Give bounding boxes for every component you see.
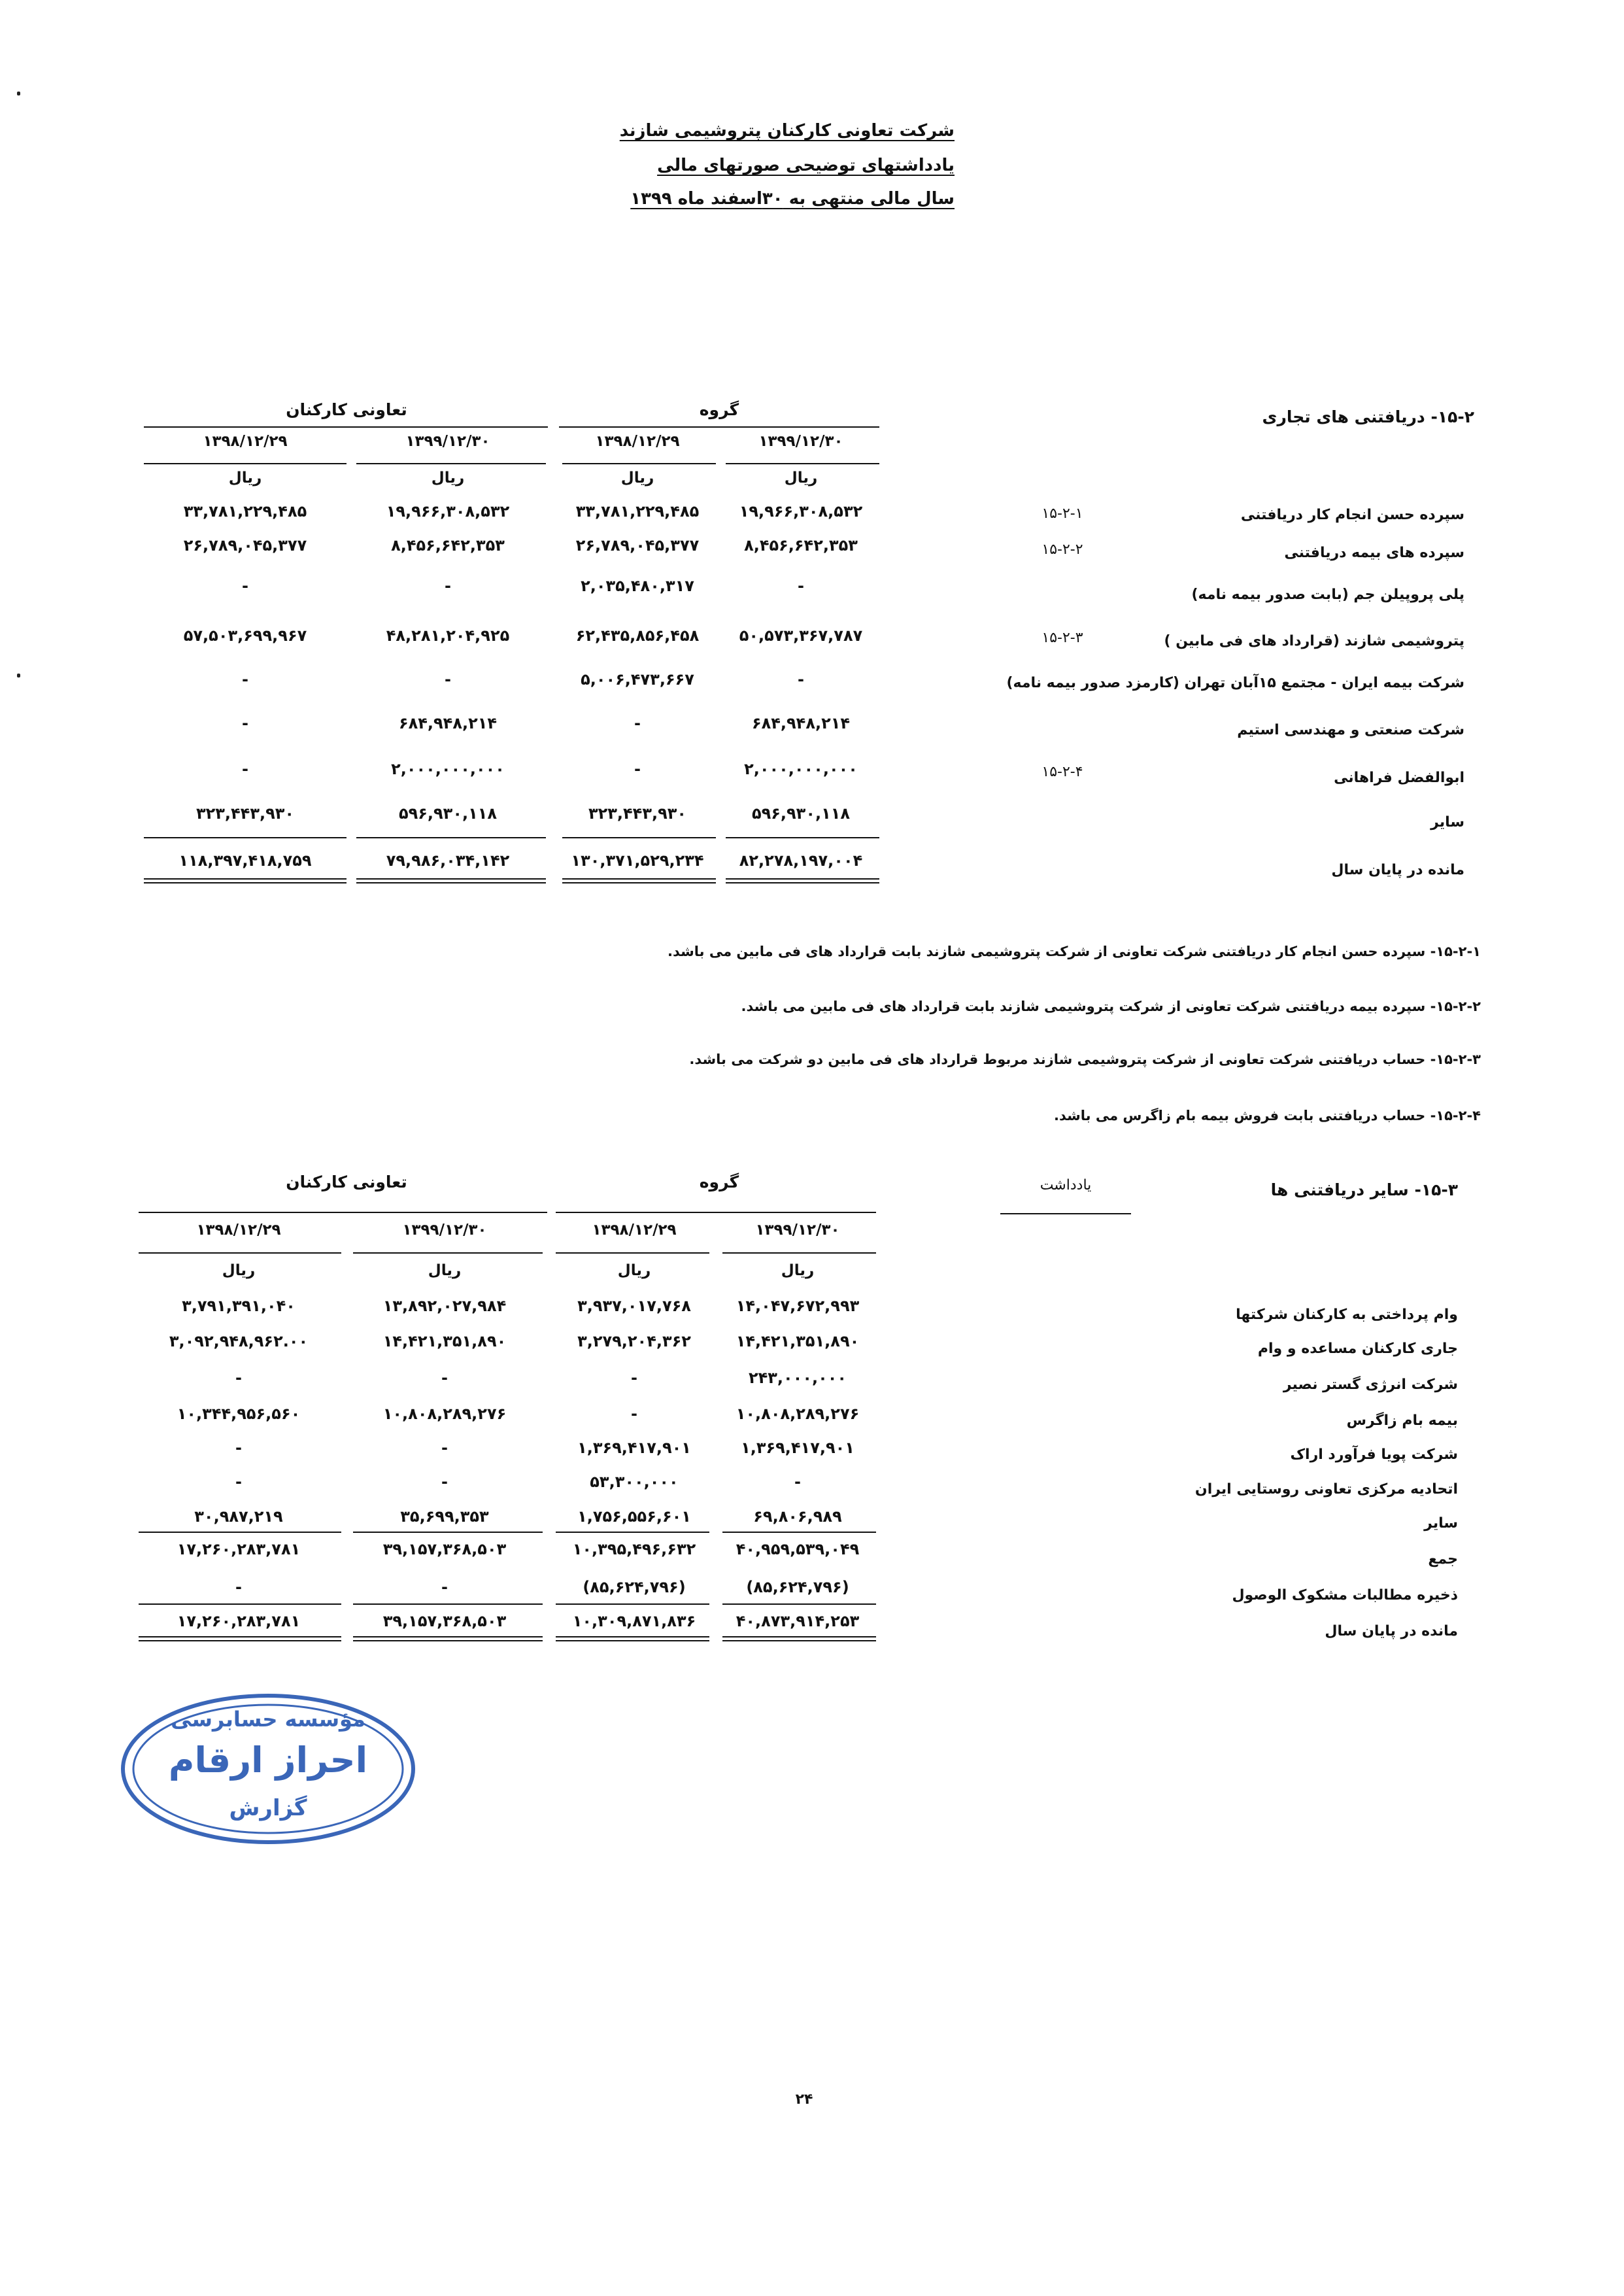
document-subtitle: یادداشتهای توضیحی صورتهای مالی xyxy=(657,156,955,175)
stamp-bottom-text: گزارش xyxy=(229,1795,307,1821)
value-cell: ۳,۹۳۷,۰۱۷,۷۶۸ xyxy=(577,1297,691,1315)
date-header: ۱۳۹۸/۱۲/۲۹ xyxy=(592,1222,677,1239)
value-cell: - xyxy=(445,577,451,595)
date-header-rule xyxy=(144,463,347,464)
value-cell: - xyxy=(242,670,248,689)
row-label: بیمه بام زاگرس xyxy=(1346,1413,1458,1429)
total-label: مانده در پایان سال xyxy=(1325,1623,1458,1639)
total-cell: ۱۷,۲۶۰,۲۸۳,۷۸۱ xyxy=(177,1612,301,1630)
date-header: ۱۳۹۸/۱۲/۲۹ xyxy=(196,1222,281,1239)
margin-mark xyxy=(17,674,20,677)
coop-header-rule xyxy=(139,1212,547,1213)
value-cell: ۱,۳۶۹,۴۱۷,۹۰۱ xyxy=(741,1439,854,1457)
row-label: شرکت بیمه ایران - مجتمع ۱۵آبان تهران (کارمزد صدور بیمه نامه) xyxy=(1006,675,1464,691)
footnote: ۱۵-۲-۲- سپرده بیمه دریافتنی شرکت تعاونی از شرکت پتروشیمی شازند بابت قرارداد های فی مابین می باشد. xyxy=(741,999,1481,1014)
value-cell: - xyxy=(445,670,451,689)
subtotal-cell: ۱۷,۲۶۰,۲۸۳,۷۸۱ xyxy=(177,1540,301,1558)
value-cell: ۶۸۴,۹۴۸,۲۱۴ xyxy=(751,714,851,732)
stamp-top-text: مؤسسه حسابرسی xyxy=(171,1707,365,1732)
value-cell: ۳۲۳,۴۴۳,۹۳۰ xyxy=(588,804,687,823)
value-cell: - xyxy=(242,760,248,778)
total-top-rule xyxy=(353,1603,543,1605)
value-cell: ۳۳,۷۸۱,۲۲۹,۴۸۵ xyxy=(575,502,700,521)
row-label: پتروشیمی شازند (قرارداد های فی مابین ) xyxy=(1164,633,1464,649)
row-label: اتحادیه مرکزی تعاونی روستایی ایران xyxy=(1194,1481,1458,1498)
total-double-rule xyxy=(556,1636,709,1641)
value-cell: ۸,۴۵۶,۶۴۲,۳۵۳ xyxy=(391,536,505,555)
value-cell: ۳,۷۹۱,۳۹۱,۰۴۰ xyxy=(182,1297,296,1315)
value-cell: ۲,۰۰۰,۰۰۰,۰۰۰ xyxy=(391,760,505,778)
margin-mark xyxy=(17,92,20,95)
subtotal-cell: ۴۰,۹۵۹,۵۳۹,۰۴۹ xyxy=(736,1540,860,1558)
unit-label: ریال xyxy=(431,470,465,487)
date-header: ۱۳۹۹/۱۲/۳۰ xyxy=(755,1222,840,1239)
value-cell: ۱,۷۵۶,۵۵۶,۶۰۱ xyxy=(577,1507,691,1526)
stamp-middle-text: احراز ارقام xyxy=(168,1739,368,1781)
value-cell: ۲,۰۰۰,۰۰۰,۰۰۰ xyxy=(744,760,858,778)
value-cell: - xyxy=(441,1439,448,1457)
row-label: سایر xyxy=(1424,1515,1458,1532)
value-cell: ۱۰,۸۰۸,۲۸۹,۲۷۶ xyxy=(382,1405,507,1423)
date-header-rule xyxy=(562,463,716,464)
company-title: شرکت تعاونی کارکنان پتروشیمی شازند xyxy=(619,121,955,141)
total-top-rule xyxy=(562,837,716,838)
value-cell: ۶۹,۸۰۶,۹۸۹ xyxy=(753,1507,842,1526)
date-header: ۱۳۹۸/۱۲/۲۹ xyxy=(595,433,680,450)
value-cell: ۳۳,۷۸۱,۲۲۹,۴۸۵ xyxy=(183,502,307,521)
total-top-rule xyxy=(556,1603,709,1605)
date-header-rule xyxy=(726,463,879,464)
total-cell: ۷۹,۹۸۶,۰۳۴,۱۴۲ xyxy=(386,851,510,870)
total-top-rule xyxy=(722,1603,876,1605)
value-cell: ۱,۳۶۹,۴۱۷,۹۰۱ xyxy=(577,1439,691,1457)
total-cell: ۸۲,۲۷۸,۱۹۷,۰۰۴ xyxy=(739,851,863,870)
value-cell: - xyxy=(242,714,248,732)
value-cell: ۱۳,۸۹۲,۰۲۷,۹۸۴ xyxy=(382,1297,507,1315)
date-header-rule xyxy=(556,1252,709,1254)
date-header-rule xyxy=(139,1252,341,1254)
value-cell: - xyxy=(794,1473,801,1491)
value-cell: ۳۵,۶۹۹,۳۵۳ xyxy=(400,1507,489,1526)
value-cell: ۱۹,۹۶۶,۳۰۸,۵۳۲ xyxy=(386,502,510,521)
date-header: ۱۳۹۹/۱۲/۳۰ xyxy=(405,433,490,450)
total-cell: ۱۰,۳۰۹,۸۷۱,۸۳۶ xyxy=(572,1612,696,1630)
unit-label: ریال xyxy=(617,1262,651,1279)
subtotal-label: جمع xyxy=(1428,1551,1458,1568)
value-cell: - xyxy=(631,1369,637,1387)
allowance-cell: - xyxy=(235,1578,242,1596)
date-header-rule xyxy=(353,1252,543,1254)
row-label: شرکت انرژی گستر نصیر xyxy=(1283,1377,1458,1393)
row-label: سپرده حسن انجام کار دریافتنی xyxy=(1240,507,1464,523)
note-header-rule xyxy=(1000,1213,1131,1214)
total-double-rule xyxy=(722,1636,876,1641)
page-number: ۲۴ xyxy=(795,2091,813,2108)
value-cell: ۱۰,۳۴۴,۹۵۶,۵۶۰ xyxy=(177,1405,301,1423)
audit-stamp xyxy=(118,1690,418,1847)
subtotal-rule xyxy=(722,1532,876,1533)
value-cell: ۵۷,۵۰۳,۶۹۹,۹۶۷ xyxy=(183,626,307,645)
value-cell: - xyxy=(798,670,804,689)
allowance-cell: (۸۵,۶۲۴,۷۹۶) xyxy=(583,1578,686,1596)
value-cell: ۲,۰۳۵,۴۸۰,۳۱۷ xyxy=(581,577,694,595)
date-header-rule xyxy=(722,1252,876,1254)
total-cell: ۱۳۰,۳۷۱,۵۲۹,۲۳۴ xyxy=(571,851,704,870)
total-double-rule xyxy=(353,1636,543,1641)
unit-label: ریال xyxy=(781,1262,815,1279)
value-cell: - xyxy=(634,760,641,778)
date-header-rule xyxy=(356,463,546,464)
unit-label: ریال xyxy=(620,470,654,487)
value-cell: ۵,۰۰۶,۴۷۳,۶۶۷ xyxy=(581,670,694,689)
value-cell: ۲۶,۷۸۹,۰۴۵,۳۷۷ xyxy=(183,536,307,555)
value-cell: - xyxy=(242,577,248,595)
value-cell: - xyxy=(235,1439,242,1457)
total-double-rule xyxy=(144,878,347,883)
value-cell: ۳,۲۷۹,۲۰۴,۳۶۲ xyxy=(577,1332,691,1350)
value-cell: ۵۹۶,۹۳۰,۱۱۸ xyxy=(398,804,498,823)
subtotal-cell: ۳۹,۱۵۷,۳۶۸,۵۰۳ xyxy=(382,1540,507,1558)
subtotal-rule xyxy=(556,1532,709,1533)
value-cell: ۸,۴۵۶,۶۴۲,۳۵۳ xyxy=(744,536,858,555)
row-label: پلی پروپیلن جم (بابت صدور بیمه نامه) xyxy=(1191,587,1464,603)
group-header-rule xyxy=(559,426,879,428)
total-double-rule xyxy=(139,1636,341,1641)
unit-label: ریال xyxy=(228,470,262,487)
total-top-rule xyxy=(139,1603,341,1605)
value-cell: ۱۹,۹۶۶,۳۰۸,۵۳۲ xyxy=(739,502,863,521)
value-cell: ۳۰,۹۸۷,۲۱۹ xyxy=(194,1507,283,1526)
total-top-rule xyxy=(144,837,347,838)
value-cell: ۱۴,۰۴۷,۶۷۲,۹۹۳ xyxy=(736,1297,860,1315)
unit-label: ریال xyxy=(428,1262,462,1279)
subtotal-rule xyxy=(139,1532,341,1533)
total-cell: ۳۹,۱۵۷,۳۶۸,۵۰۳ xyxy=(382,1612,507,1630)
group-column-header: گروه xyxy=(699,1173,739,1191)
value-cell: ۲۶,۷۸۹,۰۴۵,۳۷۷ xyxy=(575,536,700,555)
value-cell: ۶۲,۴۳۵,۸۵۶,۴۵۸ xyxy=(575,626,700,645)
date-header: ۱۳۹۹/۱۲/۳۰ xyxy=(402,1222,487,1239)
value-cell: ۱۴,۴۲۱,۳۵۱,۸۹۰ xyxy=(382,1332,507,1350)
value-cell: - xyxy=(235,1473,242,1491)
coop-column-header: تعاونی کارکنان xyxy=(286,1173,407,1191)
value-cell: ۵۰,۵۷۳,۳۶۷,۷۸۷ xyxy=(739,626,863,645)
value-cell: ۵۹۶,۹۳۰,۱۱۸ xyxy=(751,804,851,823)
total-double-rule xyxy=(356,878,546,883)
value-cell: - xyxy=(634,714,641,732)
unit-label: ریال xyxy=(222,1262,256,1279)
value-cell: ۵۳,۳۰۰,۰۰۰ xyxy=(590,1473,679,1491)
total-cell: ۱۱۸,۳۹۷,۴۱۸,۷۵۹ xyxy=(178,851,312,870)
allowance-cell: (۸۵,۶۲۴,۷۹۶) xyxy=(746,1578,849,1596)
period-title: سال مالی منتهی به ۳۰اسفند ماه ۱۳۹۹ xyxy=(630,189,955,209)
row-label: ابوالفضل فراهانی xyxy=(1334,770,1464,786)
value-cell: - xyxy=(631,1405,637,1423)
coop-column-header: تعاونی کارکنان xyxy=(286,400,407,419)
value-cell: ۱۰,۸۰۸,۲۸۹,۲۷۶ xyxy=(736,1405,860,1423)
subtotal-cell: ۱۰,۳۹۵,۴۹۶,۶۳۲ xyxy=(572,1540,696,1558)
section-title-trade-receivables: ۱۵-۲- دریافتنی های تجاری xyxy=(1262,407,1474,426)
allowance-label: ذخیره مطالبات مشکوک الوصول xyxy=(1232,1587,1458,1603)
total-top-rule xyxy=(726,837,879,838)
note-ref: ۱۵-۲-۱ xyxy=(1041,505,1083,522)
coop-header-rule xyxy=(144,426,548,428)
value-cell: ۲۴۳,۰۰۰,۰۰۰ xyxy=(748,1369,847,1387)
note-ref: ۱۵-۲-۲ xyxy=(1041,541,1083,558)
total-top-rule xyxy=(356,837,546,838)
footnote: ۱۵-۲-۳- حساب دریافتنی شرکت تعاونی از شرکت پتروشیمی شازند مربوط قرارداد های فی مابین دو شرکت می باشد. xyxy=(689,1052,1481,1067)
total-double-rule xyxy=(562,878,716,883)
note-column-header: یادداشت xyxy=(1040,1177,1092,1193)
subtotal-rule xyxy=(353,1532,543,1533)
footnote: ۱۵-۲-۱- سپرده حسن انجام کار دریافتنی شرکت تعاونی از شرکت پتروشیمی شازند بابت قرارداد های فی مابین می باشد. xyxy=(668,944,1481,959)
value-cell: ۴۸,۲۸۱,۲۰۴,۹۲۵ xyxy=(386,626,510,645)
note-ref: ۱۵-۲-۴ xyxy=(1041,764,1083,780)
allowance-cell: - xyxy=(441,1578,448,1596)
total-double-rule xyxy=(726,878,879,883)
row-label: وام پرداختی به کارکنان شرکتها xyxy=(1236,1307,1458,1323)
row-label: سایر xyxy=(1430,814,1464,831)
value-cell: ۳۲۳,۴۴۳,۹۳۰ xyxy=(195,804,295,823)
value-cell: - xyxy=(441,1473,448,1491)
value-cell: ۱۴,۴۲۱,۳۵۱,۸۹۰ xyxy=(736,1332,860,1350)
row-label: جاری کارکنان مساعده و وام xyxy=(1257,1341,1458,1357)
note-ref: ۱۵-۲-۳ xyxy=(1041,630,1083,646)
row-label: سپرده های بیمه دریافتنی xyxy=(1284,545,1464,561)
total-cell: ۴۰,۸۷۳,۹۱۴,۲۵۳ xyxy=(736,1612,860,1630)
total-label: مانده در پایان سال xyxy=(1331,862,1464,878)
footnote: ۱۵-۲-۴- حساب دریافتنی بابت فروش بیمه بام زاگرس می باشد. xyxy=(1054,1108,1481,1123)
group-column-header: گروه xyxy=(699,400,739,419)
value-cell: ۳,۰۹۲,۹۴۸,۹۶۲.۰۰ xyxy=(169,1332,309,1350)
value-cell: - xyxy=(798,577,804,595)
section-title-other-receivables: ۱۵-۳- سایر دریافتنی ها xyxy=(1270,1180,1458,1199)
date-header: ۱۳۹۸/۱۲/۲۹ xyxy=(203,433,288,450)
row-label: شرکت صنعتی و مهندسی استیم xyxy=(1237,722,1464,738)
date-header: ۱۳۹۹/۱۲/۳۰ xyxy=(758,433,843,450)
value-cell: - xyxy=(235,1369,242,1387)
unit-label: ریال xyxy=(784,470,818,487)
value-cell: ۶۸۴,۹۴۸,۲۱۴ xyxy=(398,714,498,732)
value-cell: - xyxy=(441,1369,448,1387)
row-label: شرکت پویا فرآورد اراک xyxy=(1290,1447,1458,1463)
group-header-rule xyxy=(556,1212,876,1213)
